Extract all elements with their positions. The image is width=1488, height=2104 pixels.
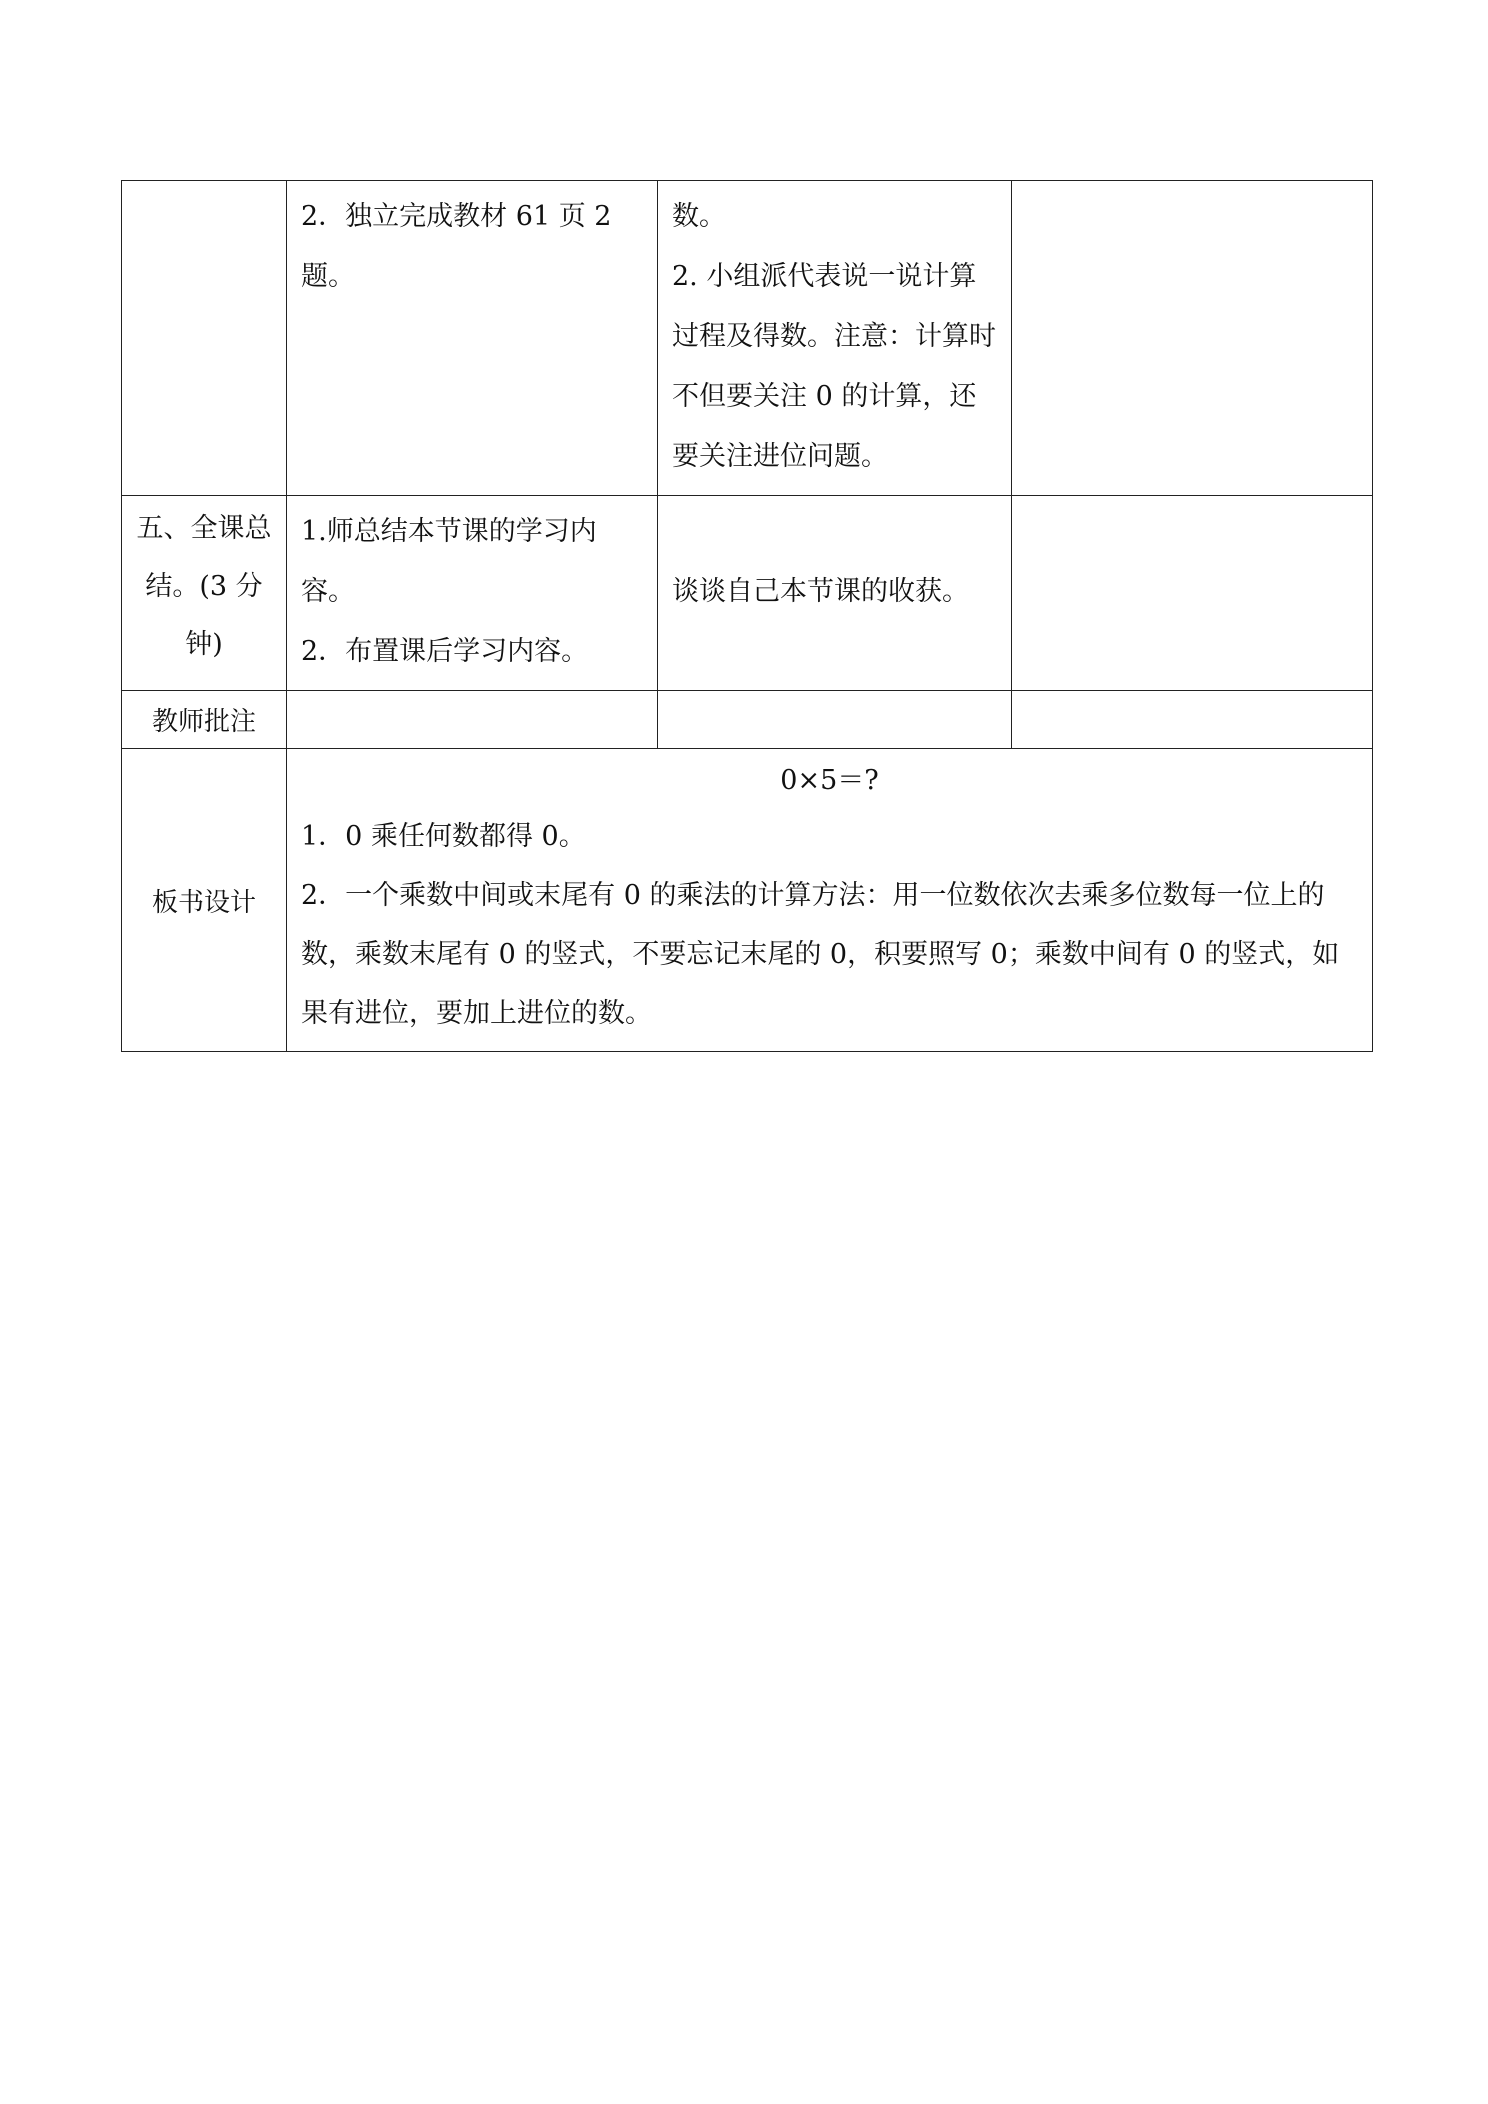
board-design-cell (287, 749, 1373, 1052)
teacher-note-label: 教师批注 (122, 691, 287, 749)
teacher-note-cell (658, 691, 1012, 749)
stage-cell (122, 181, 287, 496)
board-design-label: 板书设计 (122, 749, 287, 1052)
stage-label: 五、全课总结。(3 分钟) (136, 513, 272, 660)
table-row (122, 749, 1373, 1052)
teacher-activity-line: 1.师总结本节课的学习内容。 (301, 516, 597, 607)
table-row (122, 496, 1373, 691)
table-row (122, 181, 1373, 496)
stage-cell (122, 496, 287, 691)
teacher-note-cell (1012, 691, 1373, 749)
teacher-note-cell (287, 691, 658, 749)
board-formula: 0×5＝? (780, 765, 879, 796)
teacher-activity-cell (287, 496, 658, 691)
teacher-activity-cell (287, 181, 658, 496)
board-line: 1．0 乘任何数都得 0。 (301, 821, 586, 852)
notes-cell (1012, 496, 1373, 691)
student-activity-cell (658, 496, 1012, 691)
student-activity-line: 2. 小组派代表说一说计算过程及得数。注意：计算时不但要关注 0 的计算，还要关注进位问题。 (672, 261, 996, 472)
student-activity-cell (658, 181, 1012, 496)
board-line: 2．一个乘数中间或末尾有 0 的乘法的计算方法：用一位数依次去乘多位数每一位上的数，乘数末尾有 0 的竖式，不要忘记末尾的 0，积要照写 0；乘数中间有 0 的竖式，如果有进位，要加上进位的数。 (301, 880, 1340, 1029)
lesson-plan-table (121, 180, 1373, 1052)
table-row (122, 691, 1373, 749)
student-activity-line: 数。 (672, 201, 726, 232)
teacher-activity-line: 2．布置课后学习内容。 (301, 636, 589, 667)
teacher-activity-line: 2．独立完成教材 61 页 2 题。 (301, 201, 612, 292)
student-activity-line: 谈谈自己本节课的收获。 (672, 576, 969, 607)
notes-cell (1012, 181, 1373, 496)
